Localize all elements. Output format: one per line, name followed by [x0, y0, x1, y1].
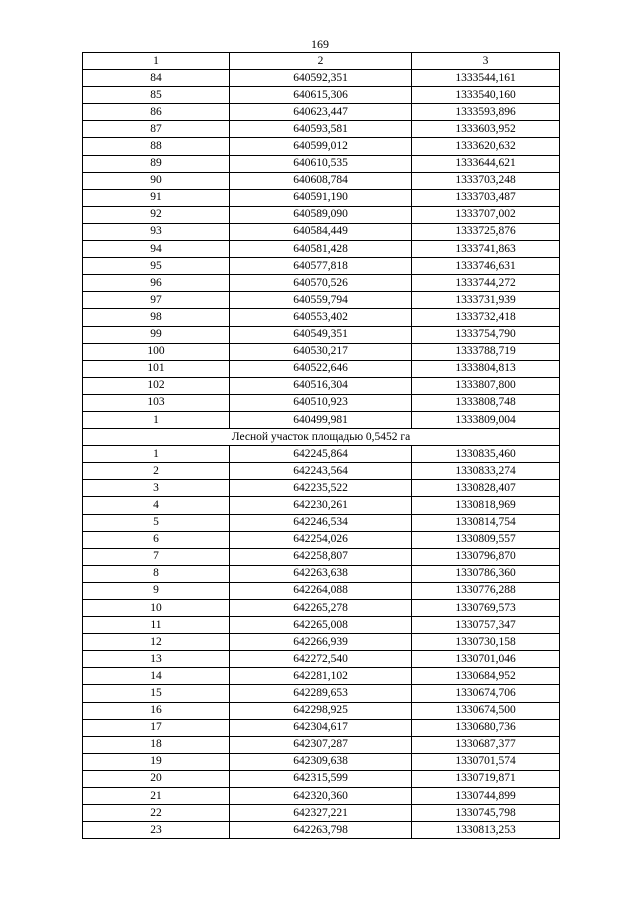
- y-coordinate-cell: 1330833,274: [412, 463, 560, 480]
- y-coordinate-cell: 1330674,706: [412, 685, 560, 702]
- y-coordinate-cell: 1333540,160: [412, 87, 560, 104]
- point-number-cell: 89: [83, 155, 230, 172]
- column-header-1: 1: [83, 53, 230, 70]
- table-row: [83, 275, 560, 292]
- x-coordinate-cell: 642265,278: [230, 600, 412, 617]
- section-title-row: [83, 429, 560, 446]
- table-row: [83, 326, 560, 343]
- table-row: [83, 514, 560, 531]
- point-number-cell: 12: [83, 634, 230, 651]
- x-coordinate-cell: 642327,221: [230, 805, 412, 822]
- x-coordinate-cell: 642264,088: [230, 582, 412, 599]
- point-number-cell: 3: [83, 480, 230, 497]
- x-coordinate-cell: 642265,008: [230, 617, 412, 634]
- point-number-cell: 5: [83, 514, 230, 531]
- point-number-cell: 93: [83, 223, 230, 240]
- y-coordinate-cell: 1333703,487: [412, 189, 560, 206]
- x-coordinate-cell: 642230,261: [230, 497, 412, 514]
- point-number-cell: 84: [83, 70, 230, 87]
- point-number-cell: 23: [83, 822, 230, 839]
- x-coordinate-cell: 640530,217: [230, 343, 412, 360]
- x-coordinate-cell: 640584,449: [230, 223, 412, 240]
- point-number-cell: 7: [83, 548, 230, 565]
- coordinates-table: [82, 52, 560, 839]
- point-number-cell: 95: [83, 258, 230, 275]
- y-coordinate-cell: 1330684,952: [412, 668, 560, 685]
- x-coordinate-cell: 642263,798: [230, 822, 412, 839]
- y-coordinate-cell: 1333808,748: [412, 394, 560, 411]
- y-coordinate-cell: 1330719,871: [412, 770, 560, 787]
- table-row: [83, 206, 560, 223]
- x-coordinate-cell: 640522,646: [230, 360, 412, 377]
- y-coordinate-cell: 1330757,347: [412, 617, 560, 634]
- point-number-cell: 87: [83, 121, 230, 138]
- table-row: [83, 138, 560, 155]
- point-number-cell: 6: [83, 531, 230, 548]
- table-row: [83, 753, 560, 770]
- point-number-cell: 99: [83, 326, 230, 343]
- x-coordinate-cell: 640499,981: [230, 411, 412, 428]
- point-number-cell: 85: [83, 87, 230, 104]
- point-number-cell: 1: [83, 446, 230, 463]
- y-coordinate-cell: 1333644,621: [412, 155, 560, 172]
- y-coordinate-cell: 1333788,719: [412, 343, 560, 360]
- table-row: [83, 822, 560, 839]
- x-coordinate-cell: 642235,522: [230, 480, 412, 497]
- x-coordinate-cell: 642289,653: [230, 685, 412, 702]
- table-row: [83, 309, 560, 326]
- y-coordinate-cell: 1330730,158: [412, 634, 560, 651]
- y-coordinate-cell: 1333732,418: [412, 309, 560, 326]
- y-coordinate-cell: 1333809,004: [412, 411, 560, 428]
- table-row: [83, 343, 560, 360]
- y-coordinate-cell: 1330809,557: [412, 531, 560, 548]
- point-number-cell: 91: [83, 189, 230, 206]
- table-row: [83, 394, 560, 411]
- x-coordinate-cell: 640599,012: [230, 138, 412, 155]
- point-number-cell: 20: [83, 770, 230, 787]
- x-coordinate-cell: 642320,360: [230, 788, 412, 805]
- point-number-cell: 88: [83, 138, 230, 155]
- table-row: [83, 480, 560, 497]
- point-number-cell: 21: [83, 788, 230, 805]
- column-header-3: 3: [412, 53, 560, 70]
- y-coordinate-cell: 1330818,969: [412, 497, 560, 514]
- point-number-cell: 22: [83, 805, 230, 822]
- table-row: [83, 668, 560, 685]
- y-coordinate-cell: 1330744,899: [412, 788, 560, 805]
- table-row: [83, 634, 560, 651]
- x-coordinate-cell: 640559,794: [230, 292, 412, 309]
- point-number-cell: 14: [83, 668, 230, 685]
- y-coordinate-cell: 1333754,790: [412, 326, 560, 343]
- point-number-cell: 4: [83, 497, 230, 514]
- y-coordinate-cell: 1333744,272: [412, 275, 560, 292]
- point-number-cell: 8: [83, 565, 230, 582]
- x-coordinate-cell: 642272,540: [230, 651, 412, 668]
- y-coordinate-cell: 1333620,632: [412, 138, 560, 155]
- point-number-cell: 92: [83, 206, 230, 223]
- table-row: [83, 600, 560, 617]
- x-coordinate-cell: 640591,190: [230, 189, 412, 206]
- y-coordinate-cell: 1333603,952: [412, 121, 560, 138]
- y-coordinate-cell: 1330674,500: [412, 702, 560, 719]
- table-row: [83, 565, 560, 582]
- x-coordinate-cell: 642245,864: [230, 446, 412, 463]
- table-row: [83, 770, 560, 787]
- point-number-cell: 1: [83, 411, 230, 428]
- table-row: [83, 463, 560, 480]
- table-row: [83, 531, 560, 548]
- x-coordinate-cell: 642309,638: [230, 753, 412, 770]
- table-row: [83, 788, 560, 805]
- x-coordinate-cell: 640510,923: [230, 394, 412, 411]
- table-row: [83, 651, 560, 668]
- x-coordinate-cell: 642254,026: [230, 531, 412, 548]
- y-coordinate-cell: 1333593,896: [412, 104, 560, 121]
- table-row: [83, 87, 560, 104]
- table-row: [83, 736, 560, 753]
- x-coordinate-cell: 640553,402: [230, 309, 412, 326]
- table-row: [83, 617, 560, 634]
- table-row: [83, 548, 560, 565]
- point-number-cell: 100: [83, 343, 230, 360]
- y-coordinate-cell: 1330701,046: [412, 651, 560, 668]
- x-coordinate-cell: 640589,090: [230, 206, 412, 223]
- y-coordinate-cell: 1333707,002: [412, 206, 560, 223]
- table-row: [83, 292, 560, 309]
- y-coordinate-cell: 1330796,870: [412, 548, 560, 565]
- table-row: [83, 702, 560, 719]
- x-coordinate-cell: 642246,534: [230, 514, 412, 531]
- point-number-cell: 90: [83, 172, 230, 189]
- y-coordinate-cell: 1330835,460: [412, 446, 560, 463]
- x-coordinate-cell: 640593,581: [230, 121, 412, 138]
- y-coordinate-cell: 1330786,360: [412, 565, 560, 582]
- table-row: [83, 70, 560, 87]
- y-coordinate-cell: 1330813,253: [412, 822, 560, 839]
- table-row: [83, 360, 560, 377]
- coordinates-table-body: [83, 53, 560, 839]
- x-coordinate-cell: 642266,939: [230, 634, 412, 651]
- table-row: [83, 241, 560, 258]
- table-row: [83, 121, 560, 138]
- x-coordinate-cell: 642243,564: [230, 463, 412, 480]
- y-coordinate-cell: 1333804,813: [412, 360, 560, 377]
- y-coordinate-cell: 1333703,248: [412, 172, 560, 189]
- y-coordinate-cell: 1330687,377: [412, 736, 560, 753]
- section-title: Лесной участок площадью 0,5452 га: [83, 429, 560, 446]
- x-coordinate-cell: 642263,638: [230, 565, 412, 582]
- point-number-cell: 17: [83, 719, 230, 736]
- point-number-cell: 103: [83, 394, 230, 411]
- y-coordinate-cell: 1330776,288: [412, 582, 560, 599]
- x-coordinate-cell: 640615,306: [230, 87, 412, 104]
- point-number-cell: 2: [83, 463, 230, 480]
- x-coordinate-cell: 640577,818: [230, 258, 412, 275]
- page-number: 169: [311, 37, 329, 51]
- x-coordinate-cell: 642298,925: [230, 702, 412, 719]
- table-row: [83, 719, 560, 736]
- point-number-cell: 102: [83, 377, 230, 394]
- table-row: [83, 685, 560, 702]
- y-coordinate-cell: 1333731,939: [412, 292, 560, 309]
- x-coordinate-cell: 640610,535: [230, 155, 412, 172]
- x-coordinate-cell: 640549,351: [230, 326, 412, 343]
- point-number-cell: 13: [83, 651, 230, 668]
- table-row: [83, 155, 560, 172]
- y-coordinate-cell: 1330745,798: [412, 805, 560, 822]
- table-row: [83, 497, 560, 514]
- point-number-cell: 97: [83, 292, 230, 309]
- y-coordinate-cell: 1333746,631: [412, 258, 560, 275]
- table-row: [83, 805, 560, 822]
- table-row: [83, 582, 560, 599]
- point-number-cell: 94: [83, 241, 230, 258]
- point-number-cell: 16: [83, 702, 230, 719]
- y-coordinate-cell: 1330828,407: [412, 480, 560, 497]
- x-coordinate-cell: 642258,807: [230, 548, 412, 565]
- point-number-cell: 19: [83, 753, 230, 770]
- y-coordinate-cell: 1333725,876: [412, 223, 560, 240]
- x-coordinate-cell: 640592,351: [230, 70, 412, 87]
- table-row: [83, 446, 560, 463]
- point-number-cell: 15: [83, 685, 230, 702]
- y-coordinate-cell: 1330769,573: [412, 600, 560, 617]
- x-coordinate-cell: 642307,287: [230, 736, 412, 753]
- table-row: [83, 411, 560, 428]
- x-coordinate-cell: 640608,784: [230, 172, 412, 189]
- y-coordinate-cell: 1333807,800: [412, 377, 560, 394]
- y-coordinate-cell: 1330814,754: [412, 514, 560, 531]
- x-coordinate-cell: 640581,428: [230, 241, 412, 258]
- point-number-cell: 18: [83, 736, 230, 753]
- column-header-2: 2: [230, 53, 412, 70]
- point-number-cell: 11: [83, 617, 230, 634]
- x-coordinate-cell: 642304,617: [230, 719, 412, 736]
- point-number-cell: 98: [83, 309, 230, 326]
- x-coordinate-cell: 642315,599: [230, 770, 412, 787]
- x-coordinate-cell: 640623,447: [230, 104, 412, 121]
- y-coordinate-cell: 1333741,863: [412, 241, 560, 258]
- y-coordinate-cell: 1330680,736: [412, 719, 560, 736]
- table-row: [83, 189, 560, 206]
- x-coordinate-cell: 640516,304: [230, 377, 412, 394]
- table-header-row: [83, 53, 560, 70]
- table-row: [83, 377, 560, 394]
- point-number-cell: 10: [83, 600, 230, 617]
- point-number-cell: 86: [83, 104, 230, 121]
- point-number-cell: 9: [83, 582, 230, 599]
- table-row: [83, 223, 560, 240]
- point-number-cell: 96: [83, 275, 230, 292]
- y-coordinate-cell: 1330701,574: [412, 753, 560, 770]
- point-number-cell: 101: [83, 360, 230, 377]
- table-row: [83, 104, 560, 121]
- x-coordinate-cell: 642281,102: [230, 668, 412, 685]
- x-coordinate-cell: 640570,526: [230, 275, 412, 292]
- table-row: [83, 258, 560, 275]
- table-row: [83, 172, 560, 189]
- y-coordinate-cell: 1333544,161: [412, 70, 560, 87]
